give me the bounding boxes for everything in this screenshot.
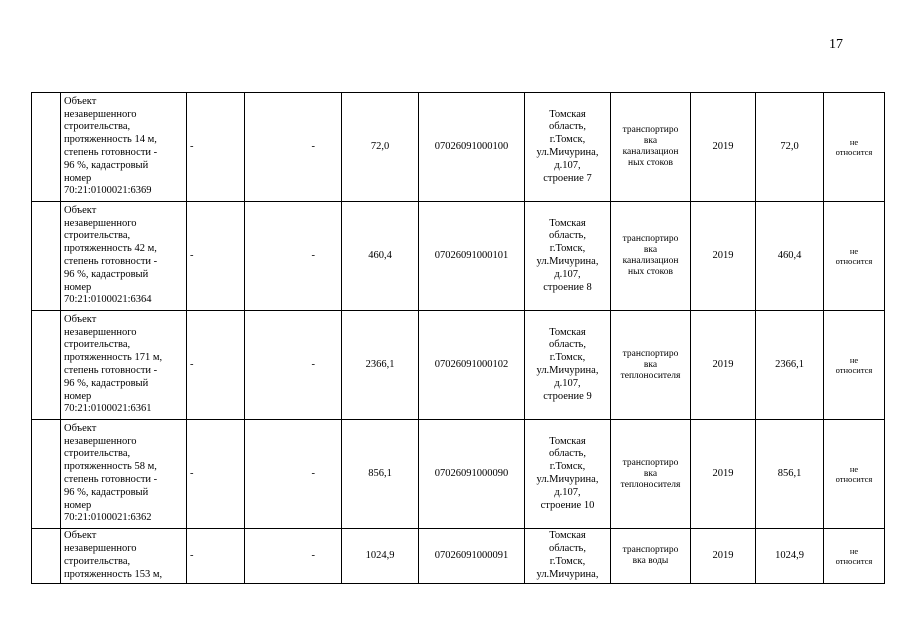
- index-cell: [32, 529, 61, 584]
- year-cell: 2019: [691, 420, 756, 529]
- table-row: [32, 93, 885, 202]
- description-cell: Объект незавершенного строительства, протяженность 42 м, степень готовности - 96 %, кадастровый номер 70:21:0100021:6364: [61, 202, 187, 311]
- index-cell: [32, 420, 61, 529]
- description-cell: Объект незавершенного строительства, протяженность 58 м, степень готовности - 96 %, кадастровый номер 70:21:0100021:6362: [61, 420, 187, 529]
- note-cell: не относится: [824, 311, 885, 420]
- value2-cell: 72,0: [756, 93, 824, 202]
- year-cell: 2019: [691, 529, 756, 584]
- purpose-cell: транспортиро вка канализацион ных стоков: [611, 202, 691, 311]
- value-cell: 460,4: [342, 202, 419, 311]
- property-table: [31, 92, 885, 584]
- value-cell: 856,1: [342, 420, 419, 529]
- dash-cell: -: [187, 420, 245, 529]
- dash-cell: -: [245, 420, 342, 529]
- dash-cell: -: [245, 93, 342, 202]
- value2-cell: 460,4: [756, 202, 824, 311]
- table-row: [32, 420, 885, 529]
- dash-cell: -: [187, 93, 245, 202]
- address-cell: Томская область, г.Томск, ул.Мичурина, д.107, строение 7: [525, 93, 611, 202]
- note-cell: не относится: [824, 529, 885, 584]
- index-cell: [32, 202, 61, 311]
- purpose-cell: транспортиро вка воды: [611, 529, 691, 584]
- value-cell: 72,0: [342, 93, 419, 202]
- dash-cell: -: [187, 202, 245, 311]
- value2-cell: 2366,1: [756, 311, 824, 420]
- purpose-cell: транспортиро вка теплоносителя: [611, 311, 691, 420]
- code-cell: 07026091000100: [419, 93, 525, 202]
- description-cell: Объект незавершенного строительства, протяженность 153 м,: [61, 529, 187, 584]
- purpose-cell: транспортиро вка канализацион ных стоков: [611, 93, 691, 202]
- description-cell: Объект незавершенного строительства, протяженность 171 м, степень готовности - 96 %, кадастровый номер 70:21:0100021:6361: [61, 311, 187, 420]
- value2-cell: 856,1: [756, 420, 824, 529]
- table-row: [32, 202, 885, 311]
- dash-cell: -: [187, 529, 245, 584]
- code-cell: 07026091000091: [419, 529, 525, 584]
- code-cell: 07026091000101: [419, 202, 525, 311]
- dash-cell: -: [245, 529, 342, 584]
- address-cell: Томская область, г.Томск, ул.Мичурина, д.107, строение 8: [525, 202, 611, 311]
- year-cell: 2019: [691, 202, 756, 311]
- table-row: [32, 529, 885, 584]
- address-cell: Томская область, г.Томск, ул.Мичурина, д.107, строение 9: [525, 311, 611, 420]
- value-cell: 2366,1: [342, 311, 419, 420]
- page-number: 17: [829, 37, 843, 52]
- purpose-cell: транспортиро вка теплоносителя: [611, 420, 691, 529]
- year-cell: 2019: [691, 93, 756, 202]
- value2-cell: 1024,9: [756, 529, 824, 584]
- year-cell: 2019: [691, 311, 756, 420]
- note-cell: не относится: [824, 202, 885, 311]
- note-cell: не относится: [824, 420, 885, 529]
- note-cell: не относится: [824, 93, 885, 202]
- index-cell: [32, 93, 61, 202]
- code-cell: 07026091000102: [419, 311, 525, 420]
- dash-cell: -: [187, 311, 245, 420]
- address-cell: Томская область, г.Томск, ул.Мичурина,: [525, 529, 611, 584]
- dash-cell: -: [245, 311, 342, 420]
- index-cell: [32, 311, 61, 420]
- dash-cell: -: [245, 202, 342, 311]
- code-cell: 07026091000090: [419, 420, 525, 529]
- description-cell: Объект незавершенного строительства, протяженность 14 м, степень готовности - 96 %, кадастровый номер 70:21:0100021:6369: [61, 93, 187, 202]
- table-row: [32, 311, 885, 420]
- address-cell: Томская область, г.Томск, ул.Мичурина, д.107, строение 10: [525, 420, 611, 529]
- value-cell: 1024,9: [342, 529, 419, 584]
